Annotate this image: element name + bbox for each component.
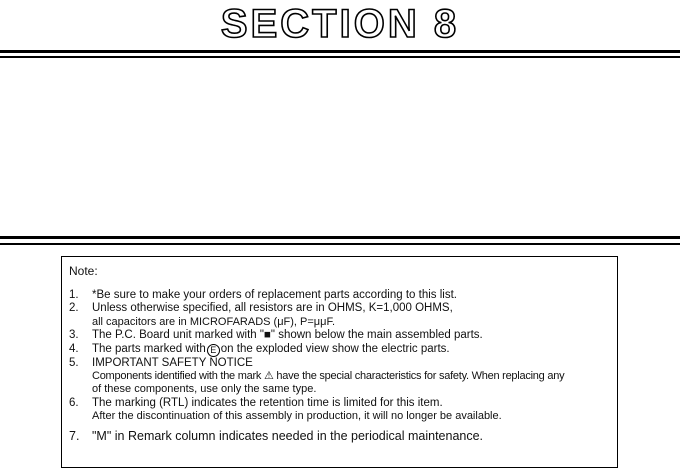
note-list xyxy=(69,289,614,443)
note-box xyxy=(61,256,618,468)
note-item-subtext xyxy=(92,370,614,383)
circled-e-icon: E xyxy=(207,344,220,357)
note-item-number: 5. xyxy=(69,356,79,369)
note-item-3 xyxy=(69,329,614,342)
note-item-subtext: After the discontinuation of this assembly in production, it will no longer be available. xyxy=(92,410,502,423)
subtext-before: Components identified with the mark xyxy=(92,370,264,383)
note-item-text: IMPORTANT SAFETY NOTICE xyxy=(92,356,253,369)
note-item-text-after: on the exploded view show the electric parts. xyxy=(220,342,450,355)
note-label: Note: xyxy=(69,264,98,278)
note-item-number: 4. xyxy=(69,342,79,355)
note-item-text: *Be sure to make your orders of replacement parts according to this list. xyxy=(92,289,457,301)
note-item-4 xyxy=(69,343,614,357)
note-item-5 xyxy=(69,357,614,397)
note-item-number: 1. xyxy=(69,289,79,301)
subtext-after: have the special characteristics for safety. When replacing any xyxy=(273,370,565,383)
middle-rule-thin xyxy=(0,243,680,245)
note-item-1 xyxy=(69,289,614,302)
note-item-number: 7. xyxy=(69,428,80,443)
note-item-number: 6. xyxy=(69,396,79,409)
note-item-2 xyxy=(69,302,614,329)
note-item-subtext: all capacitors are in MICROFARADS (μF), P=μμF. xyxy=(92,315,336,328)
top-rule-thin xyxy=(0,56,680,58)
note-item-number: 3. xyxy=(69,329,79,342)
note-item-6 xyxy=(69,397,614,424)
note-item-text-before: The parts marked with xyxy=(92,342,206,355)
note-item-text: The marking (RTL) indicates the retention time is limited for this item. xyxy=(92,396,443,409)
top-rule-thick xyxy=(0,50,680,53)
note-item-text: Unless otherwise specified, all resistors are in OHMS, K=1,000 OHMS, xyxy=(92,302,453,315)
note-item-7 xyxy=(69,430,614,443)
note-item-number: 2. xyxy=(69,302,79,315)
note-item-subtext-2: of these components, use only the same type. xyxy=(92,383,317,396)
note-item-text: The P.C. Board unit marked with "■" shown below the main assembled parts. xyxy=(92,329,483,342)
section-title: SECTION 8 xyxy=(220,2,460,46)
warning-triangle-icon: ⚠ xyxy=(263,370,274,383)
note-item-text: "M" in Remark column indicates needed in the periodical maintenance. xyxy=(92,428,484,443)
middle-rule-thick xyxy=(0,236,680,239)
